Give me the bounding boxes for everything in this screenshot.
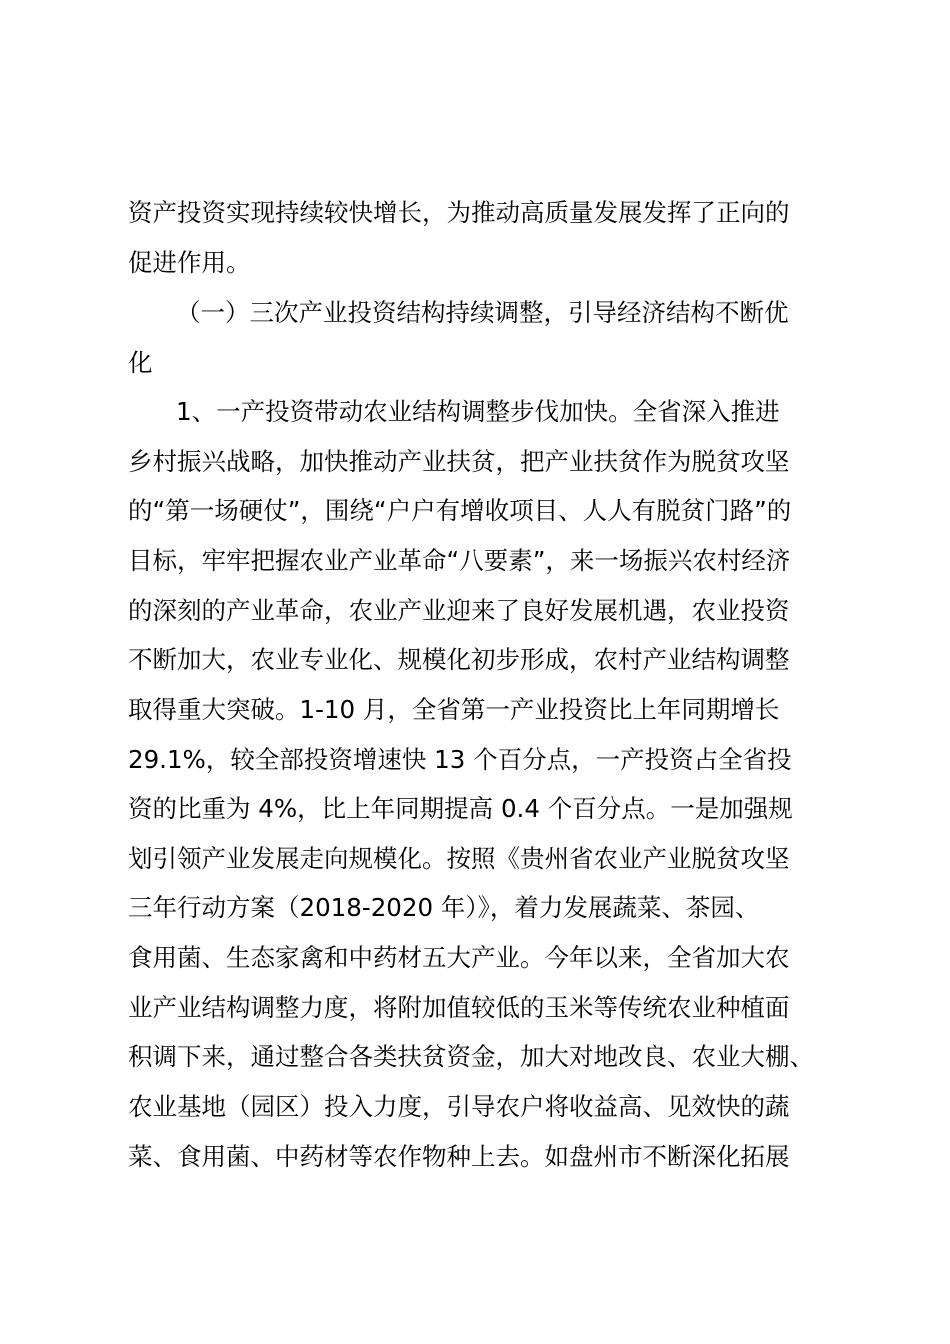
text-line: 三年行动方案（2018-2020 年）》，着力发展蔬菜、茶园、 [128, 893, 760, 922]
text-line: 业产业结构调整力度，将附加值较低的玉米等传统农业种植面 [128, 993, 790, 1022]
text-line: 促进作用。 [128, 248, 251, 277]
text-line: 的“第一场硬仗”，围绕“户户有增收项目、人人有脱贫门路”的 [128, 496, 792, 525]
text-line: 29.1%，较全部投资增速快 13 个百分点，一产投资占全省投 [128, 745, 792, 774]
text-line: 资产投资实现持续较快增长，为推动高质量发展发挥了正向的 [128, 198, 790, 227]
text-line: 积调下来，通过整合各类扶贫资金，加大对地改良、农业大棚、 [128, 1042, 814, 1071]
text-line: 目标，牢牢把握农业产业革命“八要素”，来一场振兴农村经济 [128, 546, 791, 575]
text-line: 农业基地（园区）投入力度，引导农户将收益高、见效快的蔬 [128, 1092, 790, 1121]
section-heading-continued: 化 [128, 348, 153, 377]
text-line: 不断加大，农业专业化、规模化初步形成，农村产业结构调整 [128, 645, 790, 674]
text-line: 资的比重为 4%，比上年同期提高 0.4 个百分点。一是加强规 [128, 794, 793, 823]
text-line: 取得重大突破。1-10 月，全省第一产业投资比上年同期增长 [128, 695, 780, 724]
text-line: 划引领产业发展走向规模化。按照《贵州省农业产业脱贫攻坚 [128, 844, 790, 873]
text-line: 菜、食用菌、中药材等农作物种上去。如盘州市不断深化拓展 [128, 1142, 790, 1171]
subsection-heading: 1、一产投资带动农业结构调整步伐加快。全省深入推进 [176, 397, 780, 426]
text-line: 食用菌、生态家禽和中药材五大产业。今年以来，全省加大农 [128, 943, 790, 972]
text-line: 乡村振兴战略，加快推动产业扶贫，把产业扶贫作为脱贫攻坚 [128, 447, 790, 476]
text-line: 的深刻的产业革命，农业产业迎来了良好发展机遇，农业投资 [128, 596, 790, 625]
section-heading: （一）三次产业投资结构持续调整，引导经济结构不断优 [176, 298, 789, 327]
